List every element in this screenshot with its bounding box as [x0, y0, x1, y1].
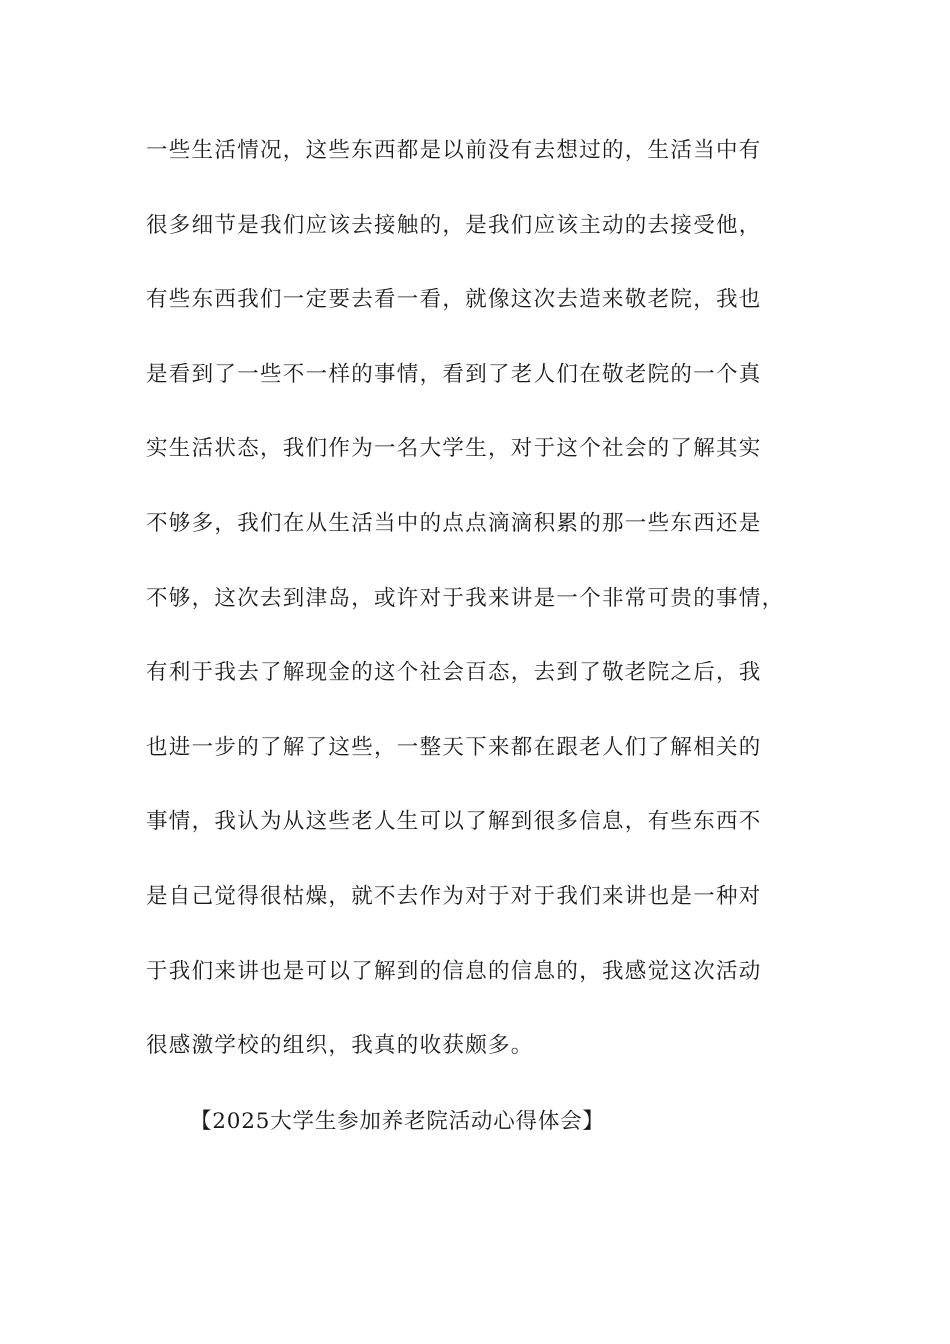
paragraph-line: 很多细节是我们应该去接触的，是我们应该主动的去接受他，	[146, 212, 762, 238]
paragraph-line: 是看到了一些不一样的事情，看到了老人们在敬老院的一个真	[146, 361, 762, 387]
paragraph-line: 不够，这次去到津岛，或许对于我来讲是一个非常可贵的事情，	[146, 585, 785, 611]
body-paragraph	[146, 131, 796, 1101]
paragraph-line: 很感激学校的组织，我真的收获颇多。	[146, 1033, 534, 1059]
section-title: 【2025大学生参加养老院活动心得体会】	[190, 1109, 605, 1134]
paragraph-line: 实生活状态，我们作为一名大学生，对于这个社会的了解其实	[146, 436, 762, 462]
paragraph-line: 有利于我去了解现金的这个社会百态，去到了敬老院之后，我	[146, 660, 762, 686]
paragraph-line: 有些东西我们一定要去看一看，就像这次去造来敬老院，我也	[146, 287, 762, 313]
paragraph-line: 不够多，我们在从生活当中的点点滴滴积累的那一些东西还是	[146, 510, 762, 536]
paragraph-line: 是自己觉得很枯燥，就不去作为对于对于我们来讲也是一种对	[146, 883, 762, 909]
paragraph-line: 一些生活情况，这些东西都是以前没有去想过的，生活当中有	[146, 138, 762, 163]
paragraph-line: 也进一步的了解了这些，一整天下来都在跟老人们了解相关的	[146, 734, 762, 760]
paragraph-line: 事情，我认为从这些老人生可以了解到很多信息，有些东西不	[146, 809, 762, 835]
paragraph-line: 于我们来讲也是可以了解到的信息的信息的，我感觉这次活动	[146, 958, 762, 984]
